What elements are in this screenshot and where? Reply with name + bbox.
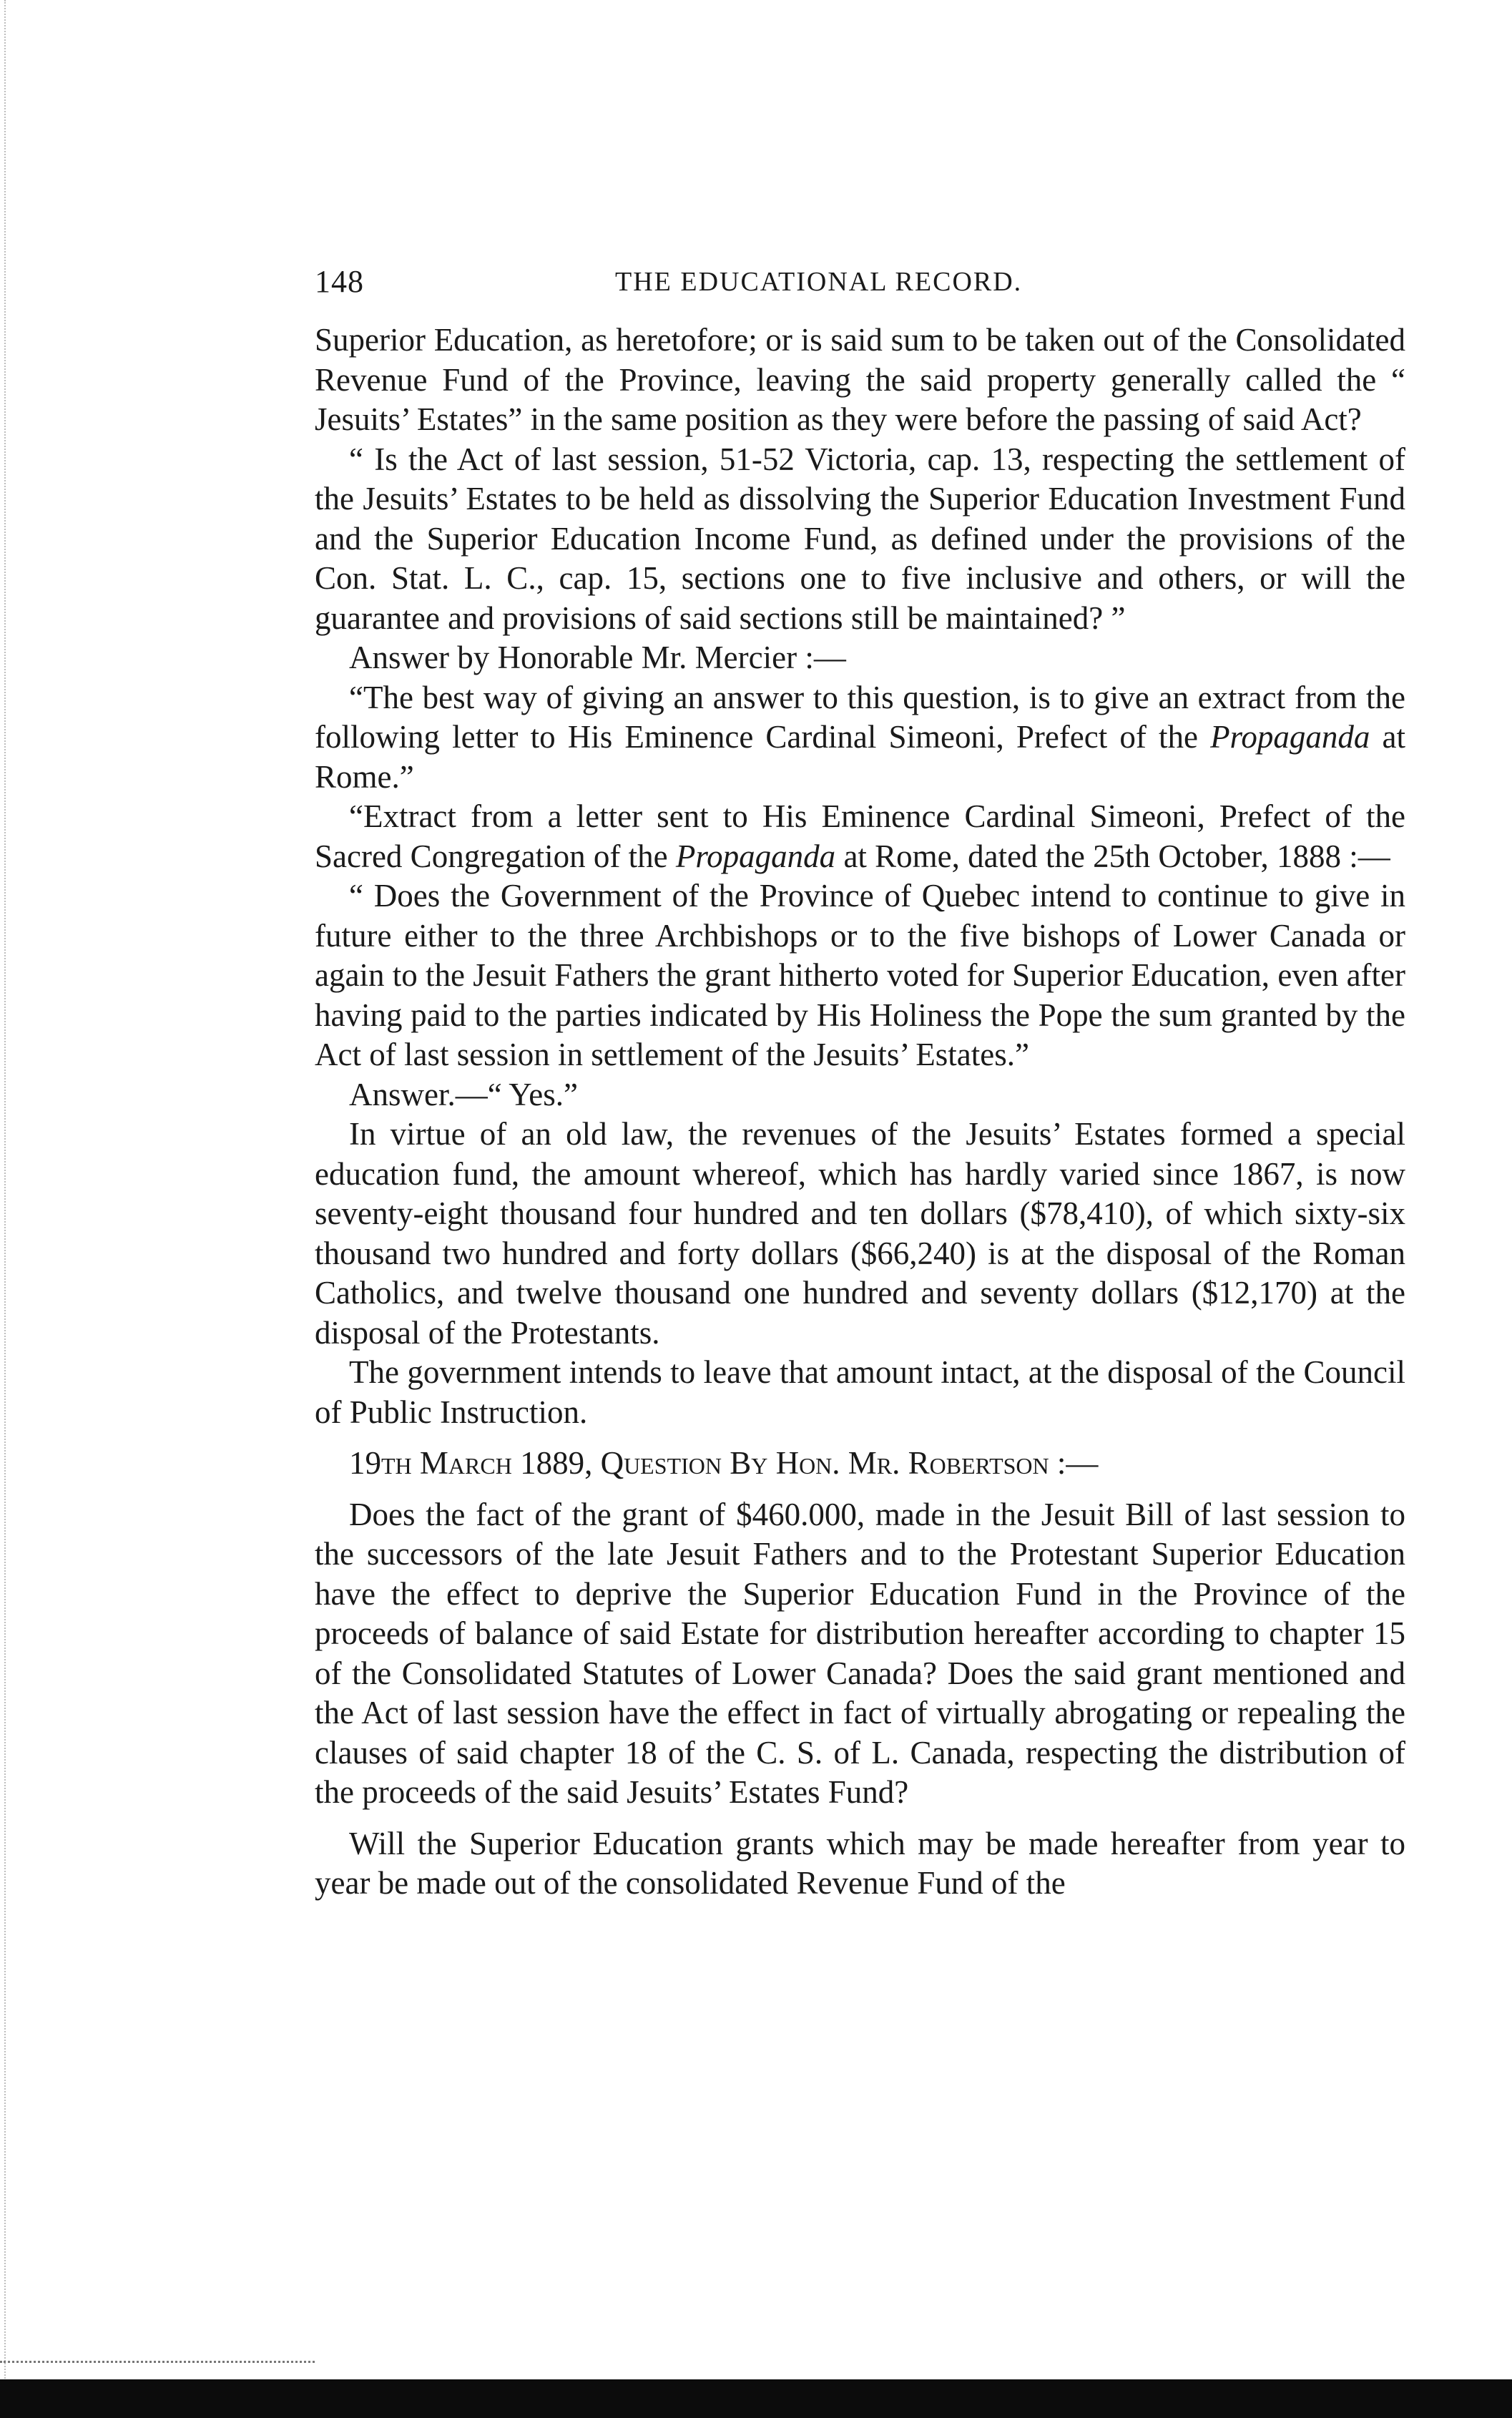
paragraph-question: “ Is the Act of last session, 51-52 Victoria, cap. 13, respecting the settlement of the Jesuits’ Estates to be held as dissolving the Superior Education Investment Fund and the Superior Education Income Fund, as defined under the provisions of the Con. Stat. L. C., cap. 15, sections one to five inclusive and others, or will the guarantee and provisions of said sections still be maintained? ”: [315, 441, 1405, 636]
page-body: [315, 320, 1405, 1904]
italic-term: Propaganda: [1210, 719, 1370, 755]
paragraph-answer-intro: Answer by Honorable Mr. Mercier :—: [349, 640, 846, 675]
paragraph-fund-explanation: In virtue of an old law, the revenues of the Jesuits’ Estates formed a special education fund, the amount whereof, which has hardly varied since 1867, is now seventy-eight thousand four hundred and ten dollars ($78,410), of which sixty-six thousand two hundred and forty dollars ($66,240) is at the disposal of the Roman Catholics, and twelve thousand one hundred and seventy dollars ($12,170) at the disposal of the Protestants.: [315, 1116, 1405, 1351]
text-span: at Rome.”: [315, 719, 1405, 795]
paragraph-extract-intro: [315, 797, 1405, 876]
running-title: THE EDUCATIONAL RECORD.: [615, 267, 1023, 297]
page-number: 148: [315, 264, 364, 299]
scan-margin-bottom: [0, 2361, 315, 2380]
page-header: [315, 263, 1405, 306]
paragraph-answer-text: [315, 678, 1405, 798]
paragraph-extract-question: “ Does the Government of the Province of Quebec intend to continue to give in future either to the three Archbishops or to the five bishops of Lower Canada or again to the Jesuit Fathers the grant hitherto voted for Superior Education, even after having paid to the parties indicated by His Holiness the Pope the sum granted by the Act of last session in settlement of the Jesuits’ Estates.”: [315, 878, 1405, 1072]
paragraph-continuation: Superior Education, as heretofore; or is said sum to be taken out of the Consolidated Revenue Fund of the Province, leaving the said property generally called the “ Jesuits’ Estates” in the same position as they were before the passing of said Act?: [315, 322, 1405, 437]
text-span: at Rome, dated the 25th October, 1888 :—: [835, 838, 1390, 874]
paragraph-extract-answer: Answer.—“ Yes.”: [349, 1076, 578, 1112]
scan-bottom-edge: [0, 2379, 1512, 2418]
paragraph-government-intent: The government intends to leave that amount intact, at the disposal of the Council of Public Instruction.: [315, 1354, 1405, 1430]
text-span: “Extract from a letter sent to His Eminence Cardinal Simeoni, Prefect of the Sacred Congregation of the: [315, 798, 1405, 874]
section-heading: 19th March 1889, Question By Hon. Mr. Robertson :—: [349, 1445, 1099, 1481]
paragraph-robertson-question: Does the fact of the grant of $460.000, made in the Jesuit Bill of last session to the successors of the late Jesuit Fathers and to the Protestant Superior Education have the effect to deprive the Superior Education Fund in the Province of the proceeds of balance of said Estate for distribution hereafter according to chapter 15 of the Consolidated Statutes of Lower Canada? Does the said grant mentioned and the Act of last session have the effect in fact of virtually abrogating or repealing the clauses of said chapter 18 of the C. S. of L. Canada, respecting the distribution of the proceeds of the said Jesuits’ Estates Fund?: [315, 1496, 1405, 1810]
scan-margin-left: [4, 0, 70, 2389]
italic-term: Propaganda: [675, 838, 836, 874]
paragraph-grants-question: Will the Superior Education grants which may be made hereafter from year to year be made out of the consolidated Revenue Fund of the: [315, 1825, 1405, 1901]
text-span: “The best way of giving an answer to this question, is to give an extract from the following letter to His Eminence Cardinal Simeoni, Prefect of the: [315, 679, 1405, 755]
